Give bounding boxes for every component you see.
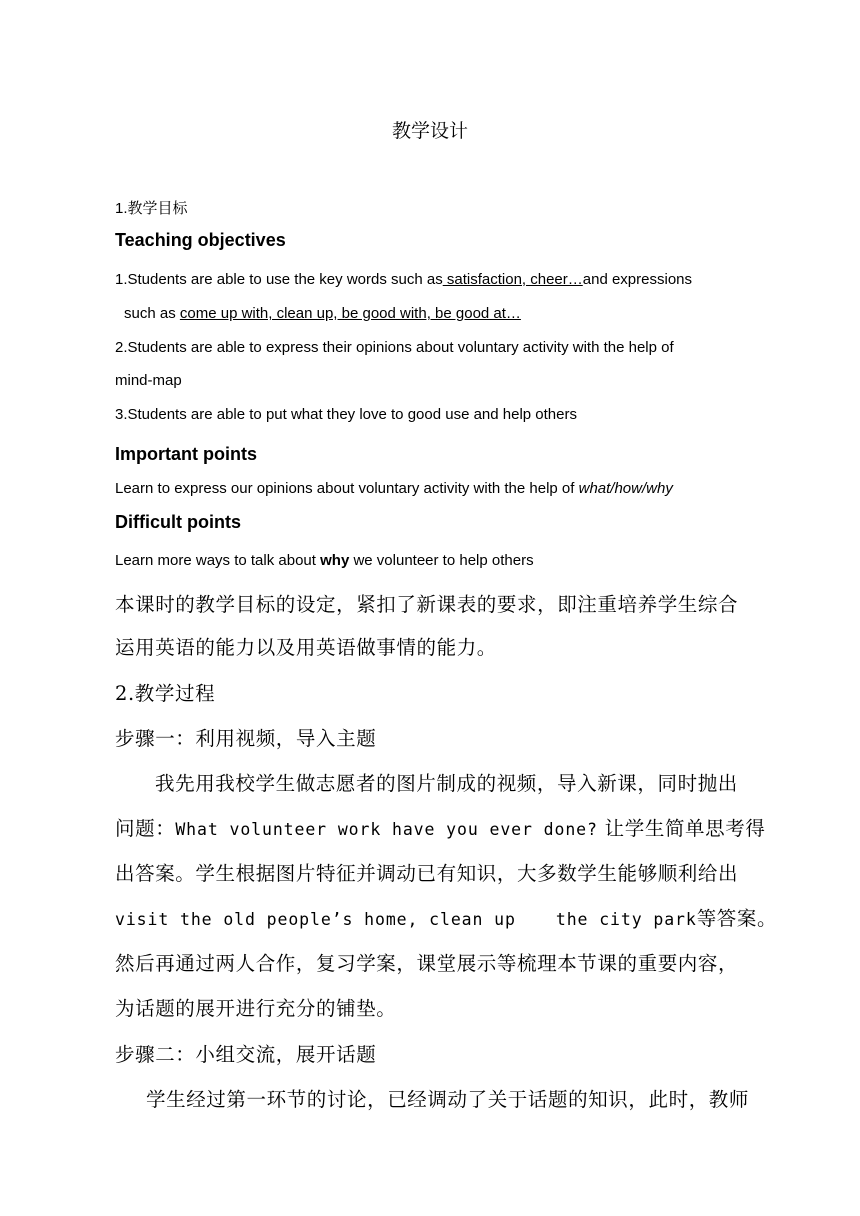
important-points-heading: Important points	[115, 444, 257, 464]
difficult-points-bold: why	[320, 552, 350, 569]
objective-1-prefix: 1.Students are able to use the key words such as	[115, 271, 443, 288]
step-1-title: 步骤一：利用视频，导入主题	[115, 727, 377, 750]
objective-1-line-2	[124, 305, 521, 322]
important-points-italic: what/how/why	[578, 480, 673, 497]
objective-3: 3.Students are able to put what they love to good use and help others	[115, 406, 577, 423]
step-1-line-3: 出答案。学生根据图片特征并调动已有知识，大多数学生能够顺利给出	[115, 862, 739, 885]
step-1-answer-2: the city park	[555, 910, 697, 929]
step-1-line-4-cn: 等答案。	[696, 907, 778, 930]
objective-1-line-2-prefix: such as	[124, 305, 180, 322]
objective-1-keywords: satisfaction, cheer…	[442, 271, 583, 288]
section-2-label: 2.教学过程	[115, 682, 216, 705]
step-1-line-2-cn-1: 问题：	[115, 817, 176, 840]
step-1-line-5: 然后再通过两人合作，复习学案，课堂展示等梳理本节课的重要内容，	[115, 952, 739, 975]
difficult-points-heading: Difficult points	[115, 512, 241, 532]
step-1-question: What volunteer work have you ever done?	[175, 820, 598, 839]
step-1-line-4	[115, 903, 777, 931]
difficult-points-suffix: we volunteer to help others	[349, 552, 534, 569]
document-title: 教学设计	[391, 120, 468, 142]
teaching-objectives-heading: Teaching objectives	[115, 230, 286, 250]
objective-2-line-2: mind-map	[115, 372, 182, 389]
step-2-title: 步骤二：小组交流，展开话题	[115, 1043, 377, 1066]
step-1-line-2-cn-2: 让学生简单思考得	[597, 817, 766, 840]
objective-1-suffix: and expressions	[582, 271, 692, 288]
step-1-line-2	[115, 813, 765, 841]
objective-2-line-1: 2.Students are able to express their opinions about voluntary activity with the help of	[115, 339, 674, 356]
important-points-prefix: Learn to express our opinions about voluntary activity with the help of	[115, 480, 579, 497]
step-1-answer-1: visit the old people’s home, clean up	[115, 910, 516, 929]
cn-paragraph-1-line-1: 本课时的教学目标的设定，紧扣了新课表的要求，即注重培养学生综合	[115, 593, 739, 616]
section-1-label: 1.教学目标	[115, 200, 188, 217]
difficult-points-prefix: Learn more ways to talk about	[115, 552, 321, 569]
objective-1-line-1	[115, 271, 692, 288]
step-1-line-1: 我先用我校学生做志愿者的图片制成的视频，导入新课，同时抛出	[155, 772, 738, 795]
cn-paragraph-1-line-2: 运用英语的能力以及用英语做事情的能力。	[115, 636, 497, 659]
important-points-text	[115, 480, 673, 497]
difficult-points-text	[115, 552, 534, 569]
objective-1-expressions: come up with, clean up, be good with, be good at…	[179, 305, 521, 322]
step-2-line-1: 学生经过第一环节的讨论，已经调动了关于话题的知识，此时，教师	[146, 1088, 750, 1111]
step-1-line-6: 为话题的展开进行充分的铺垫。	[115, 997, 397, 1020]
